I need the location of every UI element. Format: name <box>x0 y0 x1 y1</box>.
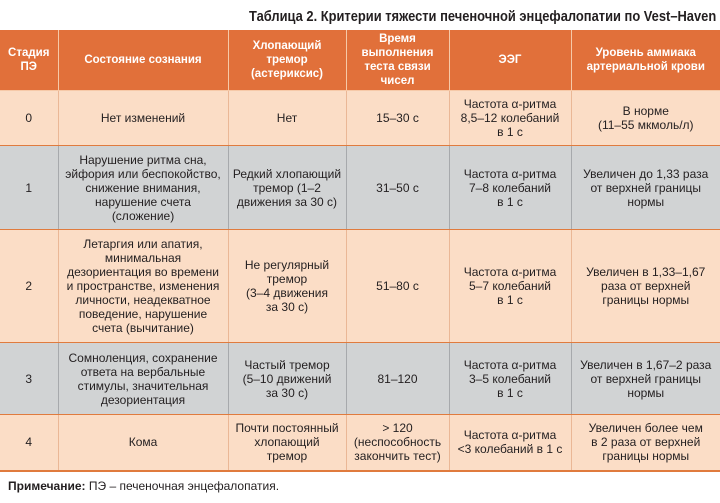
cell-line: Увеличен в 1,33–1,67 <box>586 265 706 279</box>
table-row <box>0 415 720 471</box>
cell-line: (астериксис) <box>250 68 324 80</box>
cell-line: Время <box>379 33 416 45</box>
cell-line: и пространстве, изменения <box>66 279 220 293</box>
cell-ammonia <box>571 343 720 415</box>
cell-stage <box>0 343 58 415</box>
cell-eeg <box>449 230 571 343</box>
cell-line: личности, неадекватное <box>75 293 211 307</box>
cell-line: Частота α-ритма <box>463 265 557 279</box>
cell-line: 3 <box>25 371 33 386</box>
cell-line: 31–50 с <box>376 180 419 195</box>
cell-line: Летаргия или апатия, <box>83 237 203 251</box>
cell-line: нормы <box>627 194 665 209</box>
cell-consciousness <box>58 146 228 230</box>
cell-eeg <box>449 415 571 471</box>
cell-line: Не регулярный <box>244 258 330 272</box>
cell-consciousness <box>58 91 228 146</box>
cell-line: границы нормы <box>602 449 690 464</box>
cell-line: 7–8 колебаний <box>469 180 551 195</box>
note-label: Примечание: <box>8 479 86 493</box>
cell-line: от верхней границы <box>590 180 702 195</box>
cell-line: (неспособность <box>353 435 442 450</box>
cell-ammonia <box>571 146 720 230</box>
cell-line: 5–7 колебаний <box>469 279 551 293</box>
cell-line: дезориентация <box>100 392 186 407</box>
cell-line: эйфория или беспокойство, <box>65 166 221 181</box>
cell-line: Частота α-ритма <box>463 357 557 372</box>
table-row <box>0 230 720 343</box>
cell-test-time <box>346 415 449 471</box>
cell-line: в 1 с <box>497 293 523 307</box>
cell-line: Кома <box>128 435 158 450</box>
cell-line: Частый тремор <box>244 357 330 372</box>
header-ammonia <box>571 30 720 91</box>
cell-line: Нет <box>276 111 298 125</box>
cell-test-time <box>346 146 449 230</box>
cell-line: дезориентация во времени <box>67 265 219 279</box>
cell-line: Нет изменений <box>100 111 186 125</box>
cell-stage <box>0 230 58 343</box>
cell-line: Нарушение ритма сна, <box>79 152 207 167</box>
cell-line: Увеличен до 1,33 раза <box>583 166 709 181</box>
cell-line: Стадия <box>8 47 50 59</box>
cell-line: Почти постоянный <box>235 421 339 436</box>
cell-line: тремор (1–2 <box>253 180 321 195</box>
header-tremor <box>228 30 346 91</box>
cell-line: выполнения <box>361 47 434 59</box>
header-row <box>0 30 720 91</box>
cell-line: 8,5–12 колебаний <box>460 111 560 125</box>
table-body <box>0 91 720 471</box>
cell-line: чисел <box>380 75 415 87</box>
cell-line: (сложение) <box>111 208 175 223</box>
cell-line: от верхней границы <box>590 371 702 386</box>
note-text: ПЭ – печеночная энцефалопатия. <box>85 479 280 493</box>
cell-line: ЭЭГ <box>498 54 522 66</box>
cell-ammonia <box>571 230 720 343</box>
cell-line: 3–5 колебаний <box>469 371 551 386</box>
header-stage <box>0 30 58 91</box>
cell-line: раза от верхней <box>601 279 691 293</box>
cell-line: Редкий хлопающий <box>232 166 342 181</box>
cell-stage <box>0 415 58 471</box>
cell-line: нормы <box>627 385 665 400</box>
cell-line: в 2 раза от верхней <box>591 435 701 450</box>
header-consciousness <box>58 30 228 91</box>
cell-test-time <box>346 91 449 146</box>
cell-eeg <box>449 91 571 146</box>
cell-tremor <box>228 343 346 415</box>
cell-consciousness <box>58 343 228 415</box>
cell-line: минимальная <box>104 251 182 265</box>
cell-line: поведение, нарушение <box>78 307 208 321</box>
cell-consciousness <box>58 415 228 471</box>
cell-test-time <box>346 343 449 415</box>
cell-line: В норме <box>622 104 669 118</box>
cell-line: Увеличен в 1,67–2 раза <box>580 357 712 372</box>
cell-line: счета (вычитание) <box>92 321 194 335</box>
cell-test-time <box>346 230 449 343</box>
cell-eeg <box>449 146 571 230</box>
cell-line: теста связи <box>364 61 431 73</box>
cell-ammonia <box>571 415 720 471</box>
cell-line: Уровень аммиака <box>595 47 696 59</box>
cell-line: Увеличен более чем <box>588 421 703 436</box>
cell-line: Хлопающий тремор <box>252 40 322 66</box>
cell-line: (11–55 мкмоль/л) <box>597 118 694 132</box>
cell-line: (5–10 движений <box>242 371 332 386</box>
cell-line: стимулы, значительная <box>77 378 209 393</box>
cell-line: 51–80 с <box>376 279 419 293</box>
cell-line: 2 <box>25 279 33 293</box>
cell-line: нарушение счета <box>95 194 191 209</box>
cell-line: > 120 <box>382 421 413 436</box>
cell-line: (3–4 движения <box>246 286 328 300</box>
cell-stage <box>0 91 58 146</box>
cell-line: Состояние сознания <box>84 54 202 66</box>
cell-line: тремор <box>266 449 308 464</box>
cell-line: 4 <box>25 435 33 450</box>
table-note <box>8 478 279 494</box>
cell-ammonia <box>571 91 720 146</box>
cell-line: Частота α-ритма <box>463 428 557 443</box>
cell-line: артериальной крови <box>586 61 705 73</box>
table-row <box>0 91 720 146</box>
criteria-table <box>0 30 720 472</box>
cell-line: тремор <box>266 272 308 286</box>
cell-line: в 1 с <box>497 125 523 139</box>
header-test-time <box>346 30 449 91</box>
cell-line: Частота α-ритма <box>463 166 557 181</box>
cell-line: закончить тест) <box>354 449 441 464</box>
cell-tremor <box>228 146 346 230</box>
cell-line: движения за 30 с) <box>236 194 338 209</box>
cell-line: ответа на вербальные <box>80 364 206 379</box>
cell-line: Частота α-ритма <box>463 97 557 111</box>
cell-stage <box>0 146 58 230</box>
cell-line: ПЭ <box>20 61 37 73</box>
cell-line: 15–30 с <box>376 111 419 125</box>
cell-line: 0 <box>25 111 33 125</box>
table-title: Таблица 2. Критерии тяжести печеночной энцефалопатии по Vest–Haven <box>248 8 716 25</box>
cell-consciousness <box>58 230 228 343</box>
cell-line: в 1 с <box>497 385 523 400</box>
cell-line: <3 колебаний в 1 с <box>457 442 563 457</box>
cell-line: за 30 с) <box>265 385 309 400</box>
header-eeg <box>449 30 571 91</box>
cell-eeg <box>449 343 571 415</box>
cell-line: за 30 с) <box>265 300 309 314</box>
cell-tremor <box>228 91 346 146</box>
cell-line: границы нормы <box>602 293 690 307</box>
table-row <box>0 343 720 415</box>
cell-line: 1 <box>25 180 33 195</box>
cell-tremor <box>228 415 346 471</box>
table-row <box>0 146 720 230</box>
cell-line: в 1 с <box>497 194 523 209</box>
cell-line: снижение внимания, <box>85 180 201 195</box>
cell-line: Сомноленция, сохранение <box>68 350 218 365</box>
cell-line: 81–120 <box>377 371 418 386</box>
cell-tremor <box>228 230 346 343</box>
cell-line: хлопающий <box>254 435 320 450</box>
